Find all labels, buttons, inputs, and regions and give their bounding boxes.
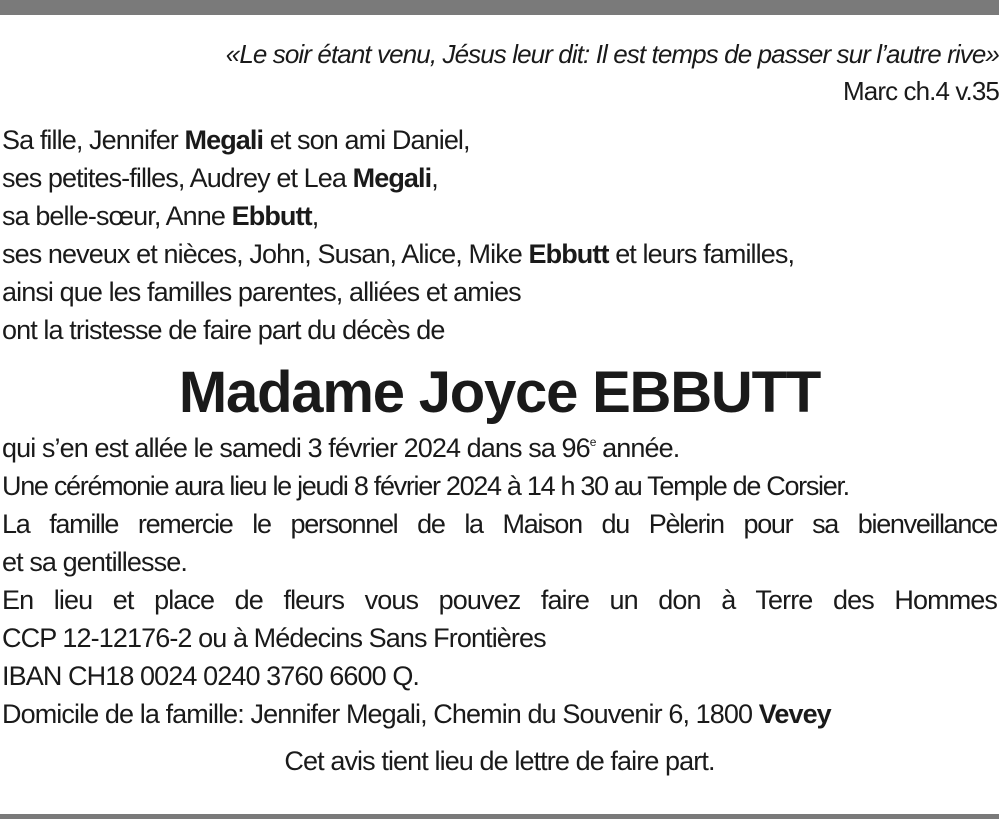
donation-account-line: CCP 12-12176-2 ou à Médecins Sans Frontières: [2, 623, 546, 653]
family-line-sister-in-law: [2, 197, 997, 235]
family-text: ses neveux et nièces, John, Susan, Alice, Mike: [2, 239, 529, 269]
family-surname: Megali: [352, 163, 432, 193]
iban-line: IBAN CH18 0024 0240 3760 6600 Q.: [2, 661, 420, 691]
family-surname: Ebbutt: [231, 201, 312, 231]
family-line-announcement: ont la tristesse de faire part du décès de: [2, 315, 445, 345]
donation-line: En lieu et place de fleurs vous pouvez faire un don à Terre des Hommes: [2, 585, 997, 615]
address-city: Vevey: [758, 699, 831, 729]
thanks-line: La famille remercie le personnel de la Maison du Pèlerin pour sa bienveillance: [2, 509, 997, 539]
obituary-notice: [2, 36, 997, 780]
notice-details: [2, 429, 997, 733]
ordinal-superscript: e: [589, 435, 596, 449]
family-line-nephews: [2, 235, 997, 273]
death-line: [2, 429, 997, 467]
family-line-daughter: [2, 121, 997, 159]
family-text: et son ami Daniel,: [263, 125, 470, 155]
family-text: ,: [431, 163, 438, 193]
address-line: [2, 695, 997, 733]
family-text: Sa fille, Jennifer: [2, 125, 185, 155]
family-line-relatives: ainsi que les familles parentes, alliées et amies: [2, 277, 521, 307]
family-list: [2, 121, 997, 349]
family-surname: Megali: [184, 125, 264, 155]
family-line-granddaughters: [2, 159, 997, 197]
deceased-name: Madame Joyce EBBUTT: [178, 360, 821, 425]
death-text: qui s’en est allée le samedi 3 février 2024 dans sa 96: [2, 433, 590, 463]
family-text: sa belle-sœur, Anne: [2, 201, 232, 231]
bottom-rule: [0, 814, 999, 819]
family-text: ses petites-filles, Audrey et Lea: [2, 163, 353, 193]
thanks-line-continued: et sa gentillesse.: [2, 547, 187, 577]
top-rule: [0, 0, 999, 15]
ceremony-line: Une cérémonie aura lieu le jeudi 8 février 2024 à 14 h 30 au Temple de Corsier.: [2, 471, 849, 501]
closing-note: Cet avis tient lieu de lettre de faire part.: [284, 746, 715, 776]
address-text: Domicile de la famille: Jennifer Megali, Chemin du Souvenir 6, 1800: [2, 699, 759, 729]
death-text: année.: [595, 433, 680, 463]
epigraph-quote: «Le soir étant venu, Jésus leur dit: Il est temps de passer sur l’autre rive»: [225, 39, 999, 69]
family-text: ,: [311, 201, 319, 231]
family-surname: Ebbutt: [528, 239, 609, 269]
family-text: et leurs familles,: [608, 239, 795, 269]
epigraph-reference: Marc ch.4 v.35: [843, 76, 999, 106]
